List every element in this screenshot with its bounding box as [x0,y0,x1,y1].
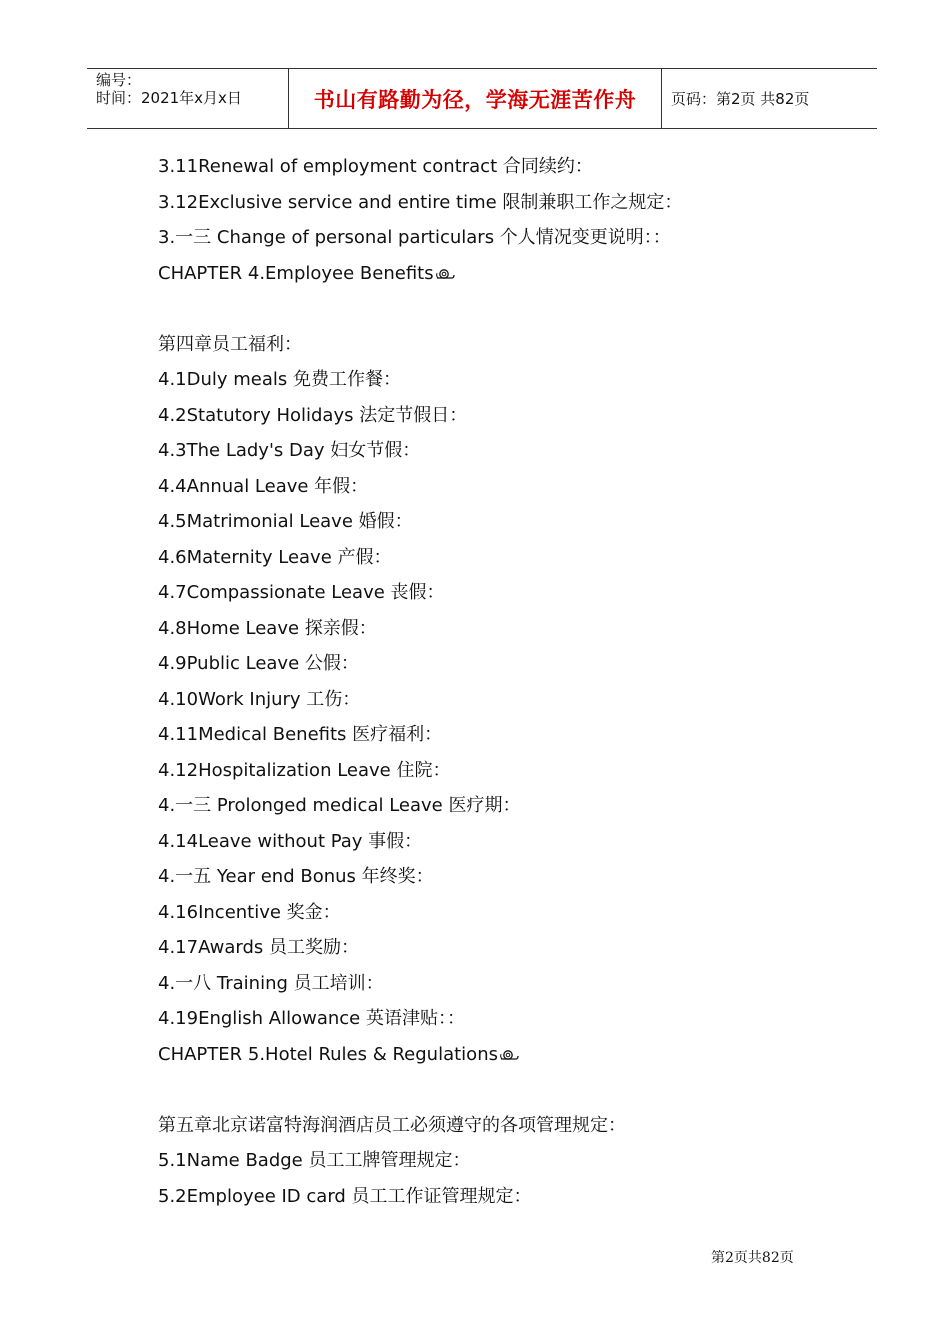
toc-line: 4.16Incentive 奖金： [158,901,341,923]
toc-line: 4.一三 Prolonged medical Leave 医疗期： [158,795,521,816]
toc-line: 4.9Public Leave 公假： [158,653,359,674]
toc-line: 4.一五 Year end Bonus 年终奖： [158,866,434,887]
toc-line: 4.11Medical Benefits 医疗福利： [158,724,443,745]
toc-line: 3.一三 Change of personal particulars 个人情况变更说明：： [158,227,671,248]
toc-line: 5.2Employee ID card 员工工作证管理规定： [158,1185,532,1207]
toc-line: 第四章员工福利： [158,333,302,355]
header-page-info: 页码：第2页 共82页 [671,90,810,108]
toc-line: 4.3The Lady's Day 妇女节假： [158,440,421,461]
blank-line [158,1076,878,1112]
toc-line: 4.4Annual Leave 年假： [158,475,369,497]
toc-line: 4.7Compassionate Leave 丧假： [158,582,445,603]
header-motto: 书山有路勤为径，学海无涯苦作舟 [313,87,637,112]
toc-line: 4.1Duly meals 免费工作餐： [158,369,402,390]
page-footer: 第2页共82页 [711,1250,794,1266]
header-number: 编号： [96,71,142,89]
snail-icon [499,1049,519,1061]
toc-line: 4.10Work Injury 工伤： [158,688,361,710]
snail-icon [435,268,455,280]
chapter-heading-text: CHAPTER 5.Hotel Rules & Regulations [158,1043,498,1065]
toc-line: 第五章北京诺富特海润酒店员工必须遵守的各项管理规定： [158,1114,626,1136]
header-meta [87,69,289,128]
chapter-heading [158,1041,878,1077]
toc-line: 4.一八 Training 员工培训： [158,972,384,994]
toc-line: 3.11Renewal of employment contract 合同续约： [158,156,593,177]
toc-line: 3.12Exclusive service and entire time 限制兼职工作之规定： [158,191,683,213]
toc-line: 4.8Home Leave 探亲假： [158,617,377,639]
chapter-heading [158,260,878,296]
header-motto-cell [289,69,662,128]
chapter-heading-text: CHAPTER 4.Employee Benefits [158,262,434,284]
toc-line: 4.12Hospitalization Leave 住院： [158,759,451,781]
header-page-cell [662,69,877,128]
header-date: 时间：2021年x月x日 [96,89,242,107]
toc-line: 5.1Name Badge 员工工牌管理规定： [158,1150,471,1171]
toc-line: 4.2Statutory Holidays 法定节假日： [158,404,468,426]
toc-line: 4.14Leave without Pay 事假： [158,830,423,852]
blank-line [158,295,878,331]
toc-line: 4.6Maternity Leave 产假： [158,546,392,568]
page-header [87,68,877,129]
toc-line: 4.19English Allowance 英语津贴：： [158,1008,465,1029]
toc-content [158,153,878,1218]
toc-line: 4.5Matrimonial Leave 婚假： [158,511,413,532]
toc-line: 4.17Awards 员工奖励： [158,937,360,958]
